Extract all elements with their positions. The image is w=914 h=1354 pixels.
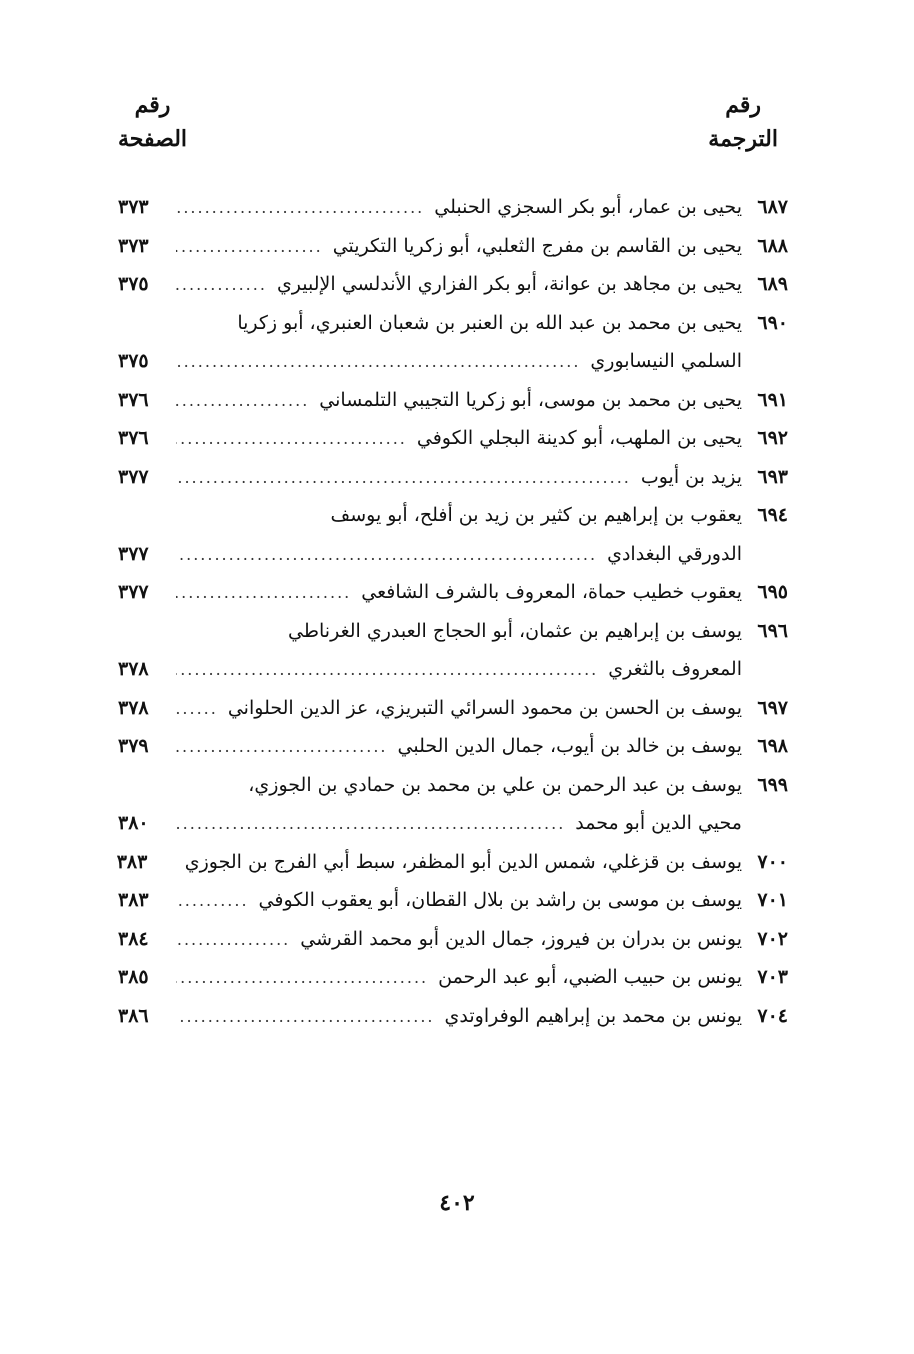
header-label: الصفحة [118, 126, 188, 152]
entry-title: يحيى بن محمد بن عبد الله بن العنبر بن شعبان العنبري، أبو زكريا [237, 311, 742, 334]
entry-page-number: ٣٨٥ [118, 966, 149, 988]
toc-entry [118, 689, 788, 728]
toc-entry [118, 188, 788, 227]
entry-title: المعروف بالثغري [608, 658, 742, 680]
entry-number: ٦٩١ [757, 388, 788, 411]
entry-title: يحيى بن عمار، أبو بكر السجزي الحنبلي [434, 196, 742, 218]
toc-entry-line [118, 573, 788, 612]
entry-number: ٧٠١ [757, 889, 788, 911]
dot-leader [176, 805, 565, 844]
entry-number: ٧٠٠ [757, 850, 788, 873]
translation-number-header [708, 88, 778, 156]
dot-leader [176, 882, 249, 921]
entry-title: يوسف بن خالد بن أيوب، جمال الدين الحلبي [397, 735, 742, 757]
page-number-header [118, 88, 187, 156]
entry-title: يوسف بن إبراهيم بن عثمان، أبو الحجاج العبدري الغرناطي [288, 619, 742, 642]
toc-entry-line [118, 342, 788, 381]
toc-entry-line [118, 419, 788, 458]
toc-entry [118, 727, 788, 766]
entry-title: يحيى بن الملهب، أبو كدينة البجلي الكوفي [416, 427, 742, 449]
header-label: الترجمة [708, 126, 778, 152]
toc-entry [118, 573, 788, 612]
entry-page-number: ٣٨٣ [118, 889, 149, 911]
entry-title: يوسف بن الحسن بن محمود السرائي التبريزي، عز الدين الحلواني [227, 696, 742, 719]
entry-title: يعقوب بن إبراهيم بن كثير بن زيد بن أفلح، أبو يوسف [330, 504, 742, 526]
entry-number: ٦٩٥ [757, 581, 788, 603]
toc-entry-line [118, 804, 788, 843]
entry-number: ٧٠٤ [757, 1004, 788, 1027]
entry-number: ٦٩٩ [757, 773, 788, 796]
toc-entry-line [118, 265, 788, 304]
entry-title: محيي الدين أبو محمد [575, 812, 742, 834]
entry-title: يحيى بن مجاهد بن عوانة، أبو بكر الفزاري الأندلسي الإلبيري [276, 273, 742, 295]
toc-entry-line [118, 612, 788, 651]
entry-title: يحيى بن القاسم بن مفرج الثعلبي، أبو زكريا التكريتي [332, 234, 742, 257]
entry-page-number: ٣٨٣ [116, 850, 148, 873]
entry-number: ٦٨٨ [757, 234, 788, 257]
entry-number: ٦٨٩ [757, 273, 788, 295]
entry-title: يونس بن حبيب الضبي، أبو عبد الرحمن [438, 966, 742, 988]
toc-entry-line [118, 458, 788, 497]
dot-leader [176, 690, 218, 729]
dot-leader [176, 189, 424, 228]
toc-entry-line [118, 727, 788, 766]
entry-page-number: ٣٧٥ [118, 350, 149, 372]
entry-title: يعقوب خطيب حماة، المعروف بالشرف الشافعي [361, 581, 742, 603]
entry-number: ٧٠٢ [757, 927, 788, 950]
header-label: رقم [134, 92, 171, 118]
toc-entry-line [118, 188, 788, 227]
toc-entry-line [118, 650, 788, 689]
entry-page-number: ٣٧٣ [118, 196, 149, 218]
entry-number: ٦٩٨ [757, 735, 788, 757]
dot-leader [176, 728, 388, 767]
dot-leader [176, 382, 309, 421]
entry-page-number: ٣٧٨ [118, 658, 149, 680]
toc-entry-line [118, 535, 788, 574]
entry-page-number: ٣٧٩ [118, 735, 149, 757]
toc-entry-line [118, 689, 788, 728]
toc-entry [118, 920, 788, 959]
entry-page-number: ٣٧٧ [118, 465, 149, 488]
toc-entry-line [118, 381, 788, 420]
entry-page-number: ٣٧٥ [118, 273, 149, 295]
toc-entry [118, 958, 788, 997]
toc-entry-line [118, 843, 788, 882]
dot-leader [176, 536, 597, 575]
entry-number: ٧٠٣ [757, 966, 788, 988]
entry-number: ٦٩٠ [757, 311, 788, 334]
entry-title: يوسف بن عبد الرحمن بن علي بن محمد بن حمادي بن الجوزي، [248, 773, 742, 796]
dot-leader [176, 998, 435, 1037]
dot-leader [176, 921, 290, 960]
toc-entry-line [118, 227, 788, 266]
entry-title: يونس بن محمد بن إبراهيم الوفراوتدي [444, 1004, 742, 1027]
entry-page-number: ٣٧٨ [118, 696, 149, 719]
entry-title: السلمي النيسابوري [590, 350, 742, 372]
page-number: ٤٠٢ [439, 1190, 475, 1216]
entry-page-number: ٣٨٤ [118, 927, 149, 950]
toc-entry [118, 419, 788, 458]
toc-entry [118, 881, 788, 920]
entry-title: يحيى بن محمد بن موسى، أبو زكريا التجيبي التلمساني [319, 388, 742, 411]
dot-leader [176, 651, 598, 690]
entry-title: يوسف بن موسى بن راشد بن بلال القطان، أبو يعقوب الكوفي [258, 889, 742, 911]
dot-leader [176, 959, 428, 998]
dot-leader [176, 574, 351, 613]
toc-entry-line [118, 997, 788, 1036]
entry-title: يوسف بن قزغلي، شمس الدين أبو المظفر، سبط أبي الفرج بن الجوزي [184, 850, 742, 873]
entry-number: ٦٨٧ [757, 196, 788, 218]
toc-entry-line [118, 958, 788, 997]
entry-page-number: ٣٧٣ [118, 234, 149, 257]
entry-number: ٦٩٤ [757, 504, 788, 526]
dot-leader [176, 459, 631, 498]
entry-number: ٦٩٣ [757, 465, 788, 488]
toc-entry-line [118, 496, 788, 535]
entry-page-number: ٣٧٦ [118, 388, 149, 411]
entry-title: الدورقي البغدادي [607, 542, 742, 565]
dot-leader [176, 266, 267, 305]
toc-entry [118, 458, 788, 497]
entry-title: يزيد بن أيوب [640, 465, 742, 488]
toc-entry-line [118, 881, 788, 920]
toc-entry-line [118, 920, 788, 959]
toc-entry [118, 997, 788, 1036]
toc-entry [118, 227, 788, 266]
toc-entry [118, 843, 788, 882]
toc-entry-line [118, 304, 788, 343]
entry-number: ٦٩٧ [757, 696, 788, 719]
dot-leader [176, 420, 407, 459]
entry-page-number: ٣٧٧ [118, 581, 149, 603]
header-label: رقم [725, 92, 762, 118]
toc-entry [118, 496, 788, 573]
entry-page-number: ٣٧٧ [118, 542, 149, 565]
toc-entry [118, 766, 788, 843]
dot-leader [176, 228, 323, 267]
toc-entry-line [118, 766, 788, 805]
toc-entry [118, 381, 788, 420]
entry-title: يونس بن بدران بن فيروز، جمال الدين أبو محمد القرشي [300, 927, 742, 950]
toc-entry [118, 612, 788, 689]
dot-leader [176, 343, 580, 382]
toc-entry [118, 265, 788, 304]
entry-number: ٦٩٢ [757, 427, 788, 449]
entry-page-number: ٣٨٦ [118, 1004, 149, 1027]
entry-page-number: ٣٧٦ [118, 427, 149, 449]
entry-number: ٦٩٦ [757, 619, 788, 642]
toc-entry [118, 304, 788, 381]
entry-page-number: ٣٨٠ [118, 812, 149, 834]
table-of-contents [118, 188, 788, 1035]
